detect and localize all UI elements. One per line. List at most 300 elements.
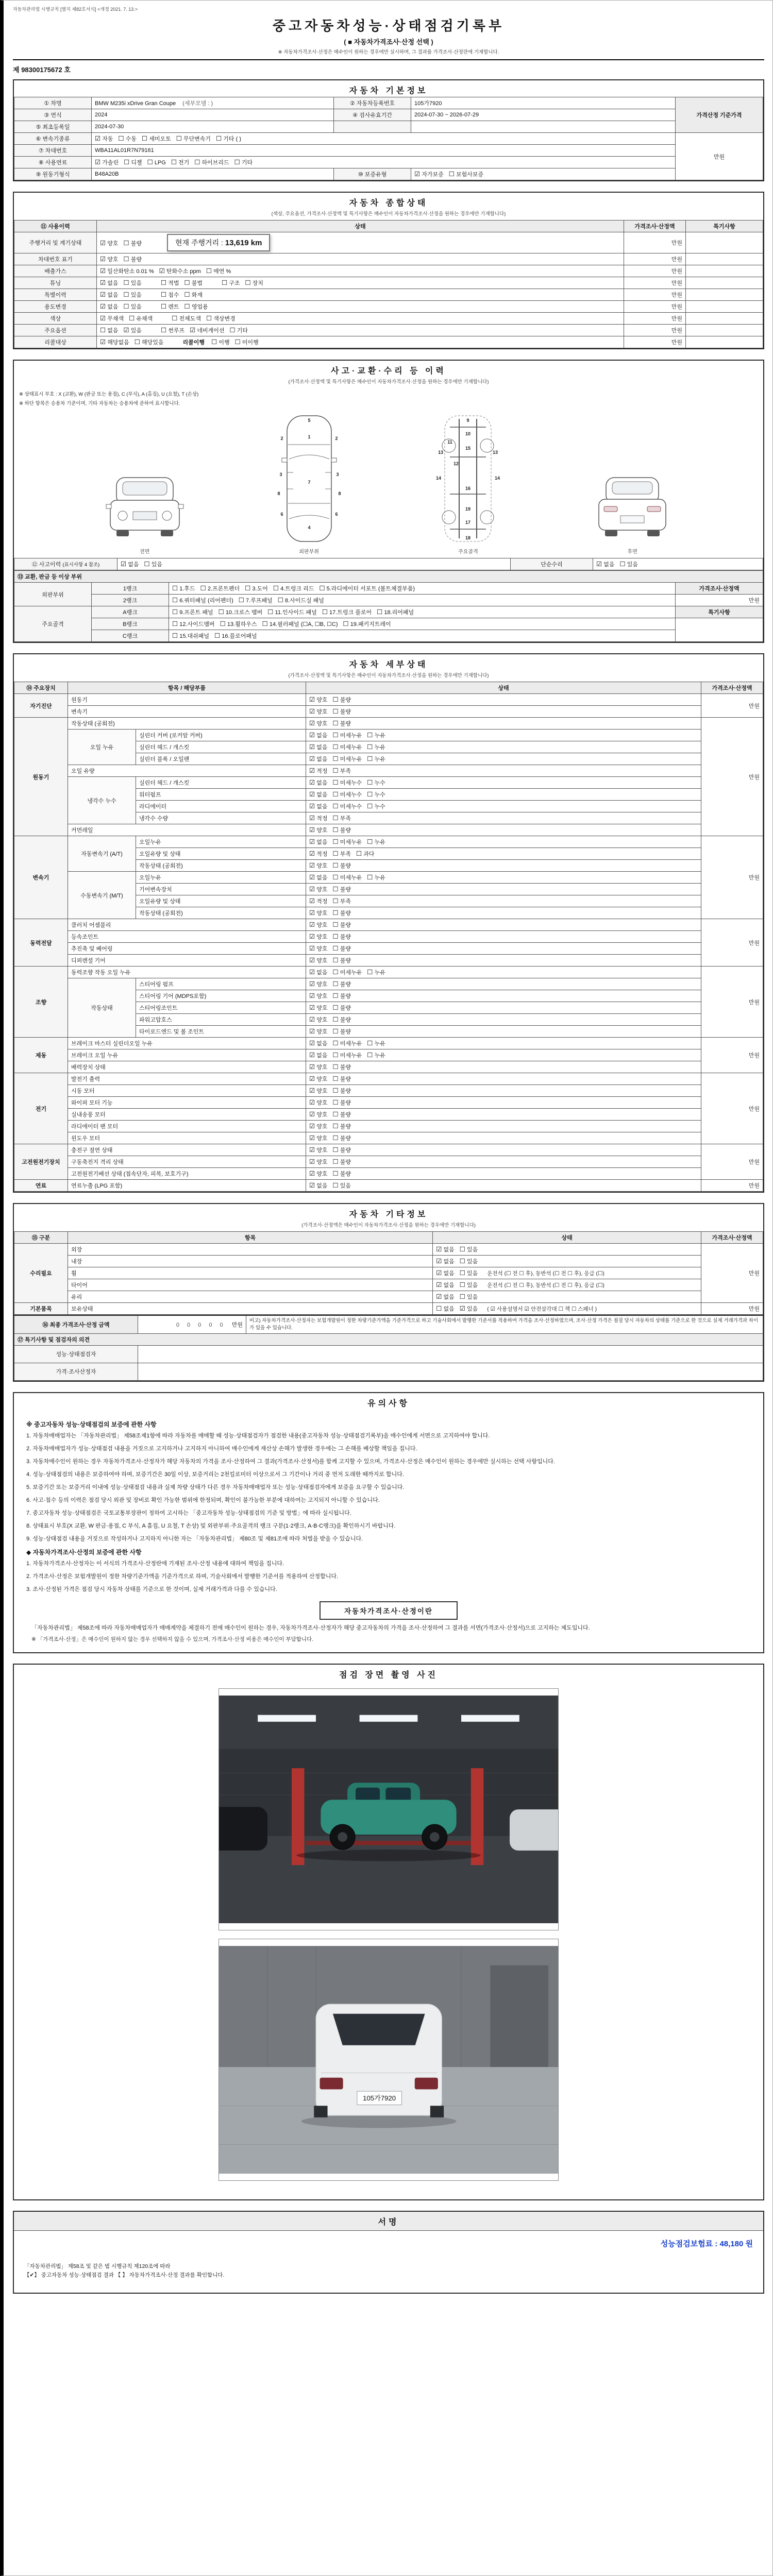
- checkbox-option[interactable]: ☐ 불량: [332, 945, 351, 952]
- inspection-photo-1: [219, 1688, 559, 1930]
- definition-block: [26, 1601, 751, 1644]
- checkbox-option[interactable]: ☐ 18.리어패널: [377, 608, 414, 616]
- checkbox-option[interactable]: ☐ 매연 %: [206, 267, 231, 275]
- signature-statement-2: 【✔】 중고자동차 성능·상태점검 결과 【 】 자동차가격조사·산정 결과를 확인합니다.: [24, 2272, 225, 2278]
- checkbox-option[interactable]: ☐ 누유: [367, 755, 385, 762]
- checkbox-option[interactable]: ☑ 없음: [436, 1281, 455, 1289]
- checkbox-option[interactable]: ☐ 색상변경: [206, 315, 236, 322]
- notice-item: 2. 가격조사·산정은 보험개발원이 정한 차량기준가액을 기준가격으로 하며, 기술사회에서 발행한 기준서를 적용하여 산정합니다.: [26, 1573, 339, 1580]
- checkbox-option[interactable]: ☐ 불량: [332, 957, 351, 964]
- checkbox-option[interactable]: ☑ 없음: [436, 1293, 455, 1300]
- checkbox-option[interactable]: ☐ 누수: [367, 803, 385, 810]
- note-cell: [686, 253, 763, 265]
- checkbox-option[interactable]: ☐ 부족: [332, 767, 351, 774]
- checkbox-option[interactable]: ☑ 양호: [309, 1063, 328, 1071]
- checkbox-option[interactable]: ☐ 수동: [118, 135, 137, 142]
- transmission-options: [92, 133, 676, 145]
- inspection-state: [306, 860, 701, 872]
- checkbox-option[interactable]: ☑ 양호: [309, 1146, 328, 1154]
- checkbox-option[interactable]: ☐ 불량: [332, 696, 351, 703]
- checkbox-option[interactable]: ☐ 1.후드: [172, 585, 195, 592]
- checkbox-option[interactable]: ☐ 미세누유: [332, 1052, 362, 1059]
- notice-item: 9. 성능·상태점검 내용을 거짓으로 작성하거나 고지하지 아니한 자는 「자동차관리법」 제80조 및 제81조에 따라 처벌을 받을 수 있습니다.: [26, 1535, 363, 1542]
- checkbox-option[interactable]: ☑ 없음: [121, 561, 139, 568]
- checkbox-option[interactable]: ☑ 없음: [309, 1040, 328, 1047]
- checkbox-option[interactable]: ☐ 19.패키지트레이: [343, 620, 391, 628]
- checkbox-option[interactable]: ☑ 자가보증: [414, 171, 444, 178]
- checkbox-option[interactable]: ☐ 불량: [332, 862, 351, 869]
- checkbox-option[interactable]: ☐ 유채색: [129, 315, 153, 322]
- diagram-caption: 외판부위: [299, 549, 319, 555]
- checkbox-option[interactable]: ☐ 세미오토: [141, 135, 171, 142]
- final-price-label: ⑯ 최종 가격조사·산정 금액: [14, 1315, 138, 1333]
- document-title: 중고자동차성능·상태점검기록부: [272, 18, 505, 33]
- inspection-item-label: 타이로드엔드 및 볼 조인트: [136, 1026, 306, 1038]
- checkbox-option[interactable]: ☐ LPG: [147, 159, 166, 166]
- checkbox-option[interactable]: ☑ 있음: [123, 327, 142, 334]
- checkbox-option[interactable]: ☐ 불량: [332, 1111, 351, 1118]
- checkbox-option[interactable]: ☐ 불량: [332, 1075, 351, 1082]
- price-cell: 만원: [701, 718, 763, 836]
- checkbox-option[interactable]: ☑ 양호: [309, 921, 328, 928]
- inspection-state: [306, 895, 701, 907]
- checkbox-option[interactable]: ☐ 불량: [332, 1170, 351, 1177]
- checkbox-option[interactable]: ☐ 미세누수: [332, 803, 362, 810]
- checkbox-option[interactable]: ☑ 양호: [309, 909, 328, 917]
- checkbox-option[interactable]: ☑ 양호: [309, 992, 328, 999]
- checkbox-option[interactable]: ☐ 미세누수: [332, 791, 362, 798]
- warranty-options: [411, 168, 676, 180]
- checkbox-option[interactable]: ☑ 양호: [309, 886, 328, 893]
- checkbox-option[interactable]: ☐ 불량: [332, 826, 351, 834]
- checkbox-option[interactable]: ☑ 양호: [309, 1016, 328, 1023]
- checkbox-option[interactable]: ☐ 16.플로어패널: [214, 632, 257, 639]
- inspection-item-label: 구동축전지 격리 상태: [68, 1156, 306, 1168]
- checkbox-option[interactable]: ☑ 없음: [100, 279, 119, 286]
- rank1-row: [14, 583, 763, 595]
- inspection-state: [306, 1049, 701, 1061]
- inspection-state: [433, 1256, 701, 1267]
- checkbox-option[interactable]: ☐ 7.루프패널: [238, 597, 273, 604]
- inspection-item-label: 외장: [68, 1244, 433, 1256]
- checkbox-option[interactable]: ☐ 전기: [171, 159, 190, 166]
- checkbox-option[interactable]: ☐ 불량: [332, 1134, 351, 1142]
- checkbox-option[interactable]: ☑ 없음: [309, 874, 328, 881]
- photos-body: [14, 1681, 763, 2199]
- device-row: [14, 1156, 763, 1168]
- checkbox-option[interactable]: ☑ 적정: [309, 815, 328, 822]
- checkbox-option[interactable]: ☑ 양호: [309, 1123, 328, 1130]
- checkbox-option[interactable]: ☐ 누유: [367, 838, 385, 845]
- checkbox-option[interactable]: ☑ 없음: [309, 743, 328, 751]
- checkbox-option[interactable]: ☑ 없음: [309, 755, 328, 762]
- inspection-state: [306, 1109, 701, 1121]
- checkbox-option[interactable]: ☑ 없음: [309, 969, 328, 976]
- checkbox-option[interactable]: ☐ 썬루프: [161, 327, 185, 334]
- checkbox-option[interactable]: ☐ 불량: [332, 1099, 351, 1106]
- checkbox-option[interactable]: ☑ 양호: [309, 1028, 328, 1035]
- section-title-accident: 사고·교환·수리 등 이력: [331, 367, 446, 376]
- checkbox-option[interactable]: ☐ 있음: [619, 561, 638, 568]
- checkbox-option[interactable]: ☐ 10.크로스 멤버: [218, 608, 263, 616]
- checkbox-option[interactable]: ☐ 9.프론트 패널: [172, 608, 213, 616]
- checkbox-option[interactable]: ☐ 13.휠하우스: [220, 620, 257, 628]
- checkbox-option[interactable]: ☑ 없음: [596, 561, 615, 568]
- checkbox-option[interactable]: ☐ 기타 ( ): [216, 135, 241, 142]
- checkbox-option[interactable]: ☑ 양호: [309, 957, 328, 964]
- checkbox-option[interactable]: ☐ 누유: [367, 743, 385, 751]
- inspection-state: [306, 955, 701, 967]
- checkbox-option[interactable]: ☐ 있음: [123, 279, 142, 286]
- checkbox-option[interactable]: ☐ 미세누유: [332, 874, 362, 881]
- checkbox-option[interactable]: ☑ 자동: [95, 135, 113, 142]
- document-number: [13, 64, 764, 74]
- price-cell: 만원: [624, 253, 686, 265]
- overall-row-emission: [14, 265, 763, 277]
- blank-label: [334, 121, 411, 133]
- checkbox-option[interactable]: ☐ 불량: [332, 1004, 351, 1011]
- device-row: [14, 1121, 763, 1132]
- checkbox-option[interactable]: ☑ 일산화탄소 0.01 %: [100, 267, 154, 275]
- checkbox-option[interactable]: ☐ 누수: [367, 779, 385, 786]
- checkbox-option[interactable]: ☐ 8.사이드실 패널: [277, 597, 324, 604]
- accident-history-label: [14, 558, 117, 570]
- checkbox-option[interactable]: ☐ 5.라디에이터 서포트 (볼트체결부품): [319, 585, 415, 592]
- signature-body: [14, 2231, 763, 2293]
- car-diagrams: [14, 406, 763, 558]
- checkbox-option[interactable]: ☐ 침수: [161, 291, 179, 298]
- definition-title: 자동차가격조사·산정이란: [320, 1601, 458, 1620]
- checkbox-option[interactable]: ☑ 해당없음: [100, 338, 129, 346]
- checkbox-option[interactable]: ☐ 14.필러패널 (☐A, ☐B, ☐C): [262, 620, 338, 628]
- diagram-number: 15: [465, 446, 471, 451]
- document-header: [13, 13, 764, 60]
- inspection-state: [306, 990, 701, 1002]
- checkbox-option[interactable]: ☐ 있음: [144, 561, 162, 568]
- checkbox-option[interactable]: ☑ 없음: [436, 1246, 455, 1253]
- checkbox-option[interactable]: ☐ 4.트렁크 리드: [273, 585, 314, 592]
- checkbox-option[interactable]: ☐ 디젤: [124, 159, 142, 166]
- checkbox-option[interactable]: ☐ 있음: [459, 1246, 478, 1253]
- col-note: 특기사항: [686, 221, 763, 232]
- checkbox-option[interactable]: ☐ 불량: [332, 1123, 351, 1130]
- col-price: 가격조사·산정액: [701, 1232, 763, 1244]
- inspection-state: [306, 718, 701, 730]
- diagram-number: 3: [279, 472, 282, 477]
- checkbox-option[interactable]: ☑ 양호: [309, 1099, 328, 1106]
- inspection-item-label: 라디에이터 팬 모터: [68, 1121, 306, 1132]
- checkbox-option[interactable]: ☐ 기타: [229, 327, 248, 334]
- checkbox-option[interactable]: ☑ 양호: [309, 1134, 328, 1142]
- checkbox-option[interactable]: ☐ 불량: [332, 921, 351, 928]
- checkbox-option[interactable]: ☐ 불량: [332, 720, 351, 727]
- main-frame-label: 주요골격: [14, 606, 92, 642]
- checkbox-option[interactable]: ☑ 양호: [309, 933, 328, 940]
- checkbox-option[interactable]: ☑ 없음: [100, 303, 119, 310]
- checkbox-option[interactable]: ☐ 미세누유: [332, 743, 362, 751]
- checkbox-option[interactable]: ☑ 없음: [309, 779, 328, 786]
- checkbox-option[interactable]: ☐ 이행: [211, 338, 230, 346]
- year-value: 2024: [92, 109, 334, 121]
- inspection-item-label: 실린더 커버 (로커암 커버): [136, 730, 306, 741]
- diagram-number: 7: [308, 480, 311, 485]
- checkbox-option[interactable]: ☐ 미세누유: [332, 755, 362, 762]
- checkbox-option[interactable]: ☐ 누유: [367, 1040, 385, 1047]
- checkbox-option[interactable]: ☐ 미이행: [234, 338, 259, 346]
- checkbox-option[interactable]: ☐ 하이브리드: [194, 159, 229, 166]
- checkbox-option[interactable]: ☑ 양호: [100, 256, 119, 263]
- checkbox-option[interactable]: ☐ 부족: [332, 815, 351, 822]
- checkbox-option[interactable]: ☑ 무채색: [100, 315, 124, 322]
- checkbox-option[interactable]: ☐ 전체도색: [172, 315, 201, 322]
- checkbox-option[interactable]: ☐ 불량: [332, 1146, 351, 1154]
- checkbox-option[interactable]: ☐ 화재: [184, 291, 203, 298]
- opinion-header-row: [14, 1333, 763, 1345]
- checkbox-option[interactable]: ☐ 렌트: [161, 303, 179, 310]
- checkbox-option[interactable]: ☐ 있음: [123, 303, 142, 310]
- device-group-label: 기본품목: [14, 1303, 68, 1315]
- device-row: [14, 1073, 763, 1085]
- f uel-options: [92, 157, 676, 168]
- inspection-item-label: 윈도우 모터: [68, 1132, 306, 1144]
- checkbox-option[interactable]: ☐ 12.사이드멤버: [172, 620, 215, 628]
- etc-note: (가격조사·산정액은 매수인이 자동차가격조사·산정을 원하는 경우에만 기재합니다): [301, 1223, 476, 1228]
- checkbox-option[interactable]: ☐ 구조: [222, 279, 240, 286]
- accident-note: (가격조사·산정액 및 특기사항은 매수인이 자동차가격조사·산정을 원하는 경우에만 기재합니다): [288, 379, 489, 385]
- checkbox-option[interactable]: ☐ 없음: [100, 327, 119, 334]
- inspection-state: [306, 884, 701, 895]
- device-group-label: 조향: [14, 967, 68, 1038]
- mileage-state: [97, 232, 624, 253]
- price-survey-select-label: ( ■ 자동차가격조사·산정 선택 ): [344, 38, 433, 46]
- price-cell: 만원: [701, 1303, 763, 1315]
- device-group-label: 동력전달: [14, 919, 68, 967]
- overall-row-tuning: [14, 277, 763, 289]
- inspection-item-label: 실린더 블록 / 오일팬: [136, 753, 306, 765]
- checkbox-option[interactable]: ☑ 양호: [309, 826, 328, 834]
- checkbox-option[interactable]: ☑ 없음: [309, 732, 328, 739]
- inspection-item-label: 등속조인트: [68, 931, 306, 943]
- checkbox-option[interactable]: ☐ 미세누유: [332, 838, 362, 845]
- checkbox-option[interactable]: ☐ 미세누유: [332, 732, 362, 739]
- checkbox-option[interactable]: ☑ 적정: [309, 767, 328, 774]
- device-row: [14, 718, 763, 730]
- checkbox-option[interactable]: ☑ 양호: [100, 240, 119, 247]
- inspection-item-label: 시동 모터: [68, 1085, 306, 1097]
- inspection-state: [306, 694, 701, 706]
- checkbox-option[interactable]: ☐ 누유: [367, 969, 385, 976]
- price-cell: 만원: [624, 232, 686, 253]
- checkbox-option[interactable]: ☐ 있음: [459, 1281, 478, 1289]
- checkbox-option[interactable]: ☐ 불량: [332, 992, 351, 999]
- checkbox-option[interactable]: ☑ 네비게이션: [190, 327, 225, 334]
- checkbox-option[interactable]: ☐ 불량: [332, 1063, 351, 1071]
- checkbox-option[interactable]: ☐ 미세누수: [332, 779, 362, 786]
- diagram-caption: 전면: [140, 549, 150, 555]
- checkbox-option[interactable]: ☐ 있음: [459, 1269, 478, 1277]
- checkbox-option[interactable]: ☐ 있음: [123, 291, 142, 298]
- checkbox-option[interactable]: ☑ 양호: [309, 708, 328, 715]
- device-subgroup-label: 자동변속기 (A/T): [68, 836, 136, 872]
- photo-license-plate: 105가7920: [363, 2094, 396, 2102]
- device-row: [14, 836, 763, 848]
- checkbox-option[interactable]: ☐ 불량: [123, 240, 142, 247]
- inspection-item-label: 브레이크 마스터 실린더오일 누유: [68, 1038, 306, 1049]
- checkbox-option[interactable]: ☑ 양호: [309, 1158, 328, 1165]
- checkbox-option[interactable]: ☑ 없음: [309, 1182, 328, 1189]
- note-cell: [686, 313, 763, 325]
- diagram-number: 5: [308, 418, 311, 423]
- checkbox-option[interactable]: ☑ 양호: [309, 720, 328, 727]
- checkbox-option[interactable]: ☑ 없음: [309, 838, 328, 845]
- checkbox-option[interactable]: ☑ 없음: [309, 803, 328, 810]
- inspection-state: [433, 1244, 701, 1256]
- blank-value: [411, 121, 676, 133]
- checkbox-option[interactable]: ☐ 무단변속기: [176, 135, 211, 142]
- checkbox-option[interactable]: ☑ 양호: [309, 1004, 328, 1011]
- diagram-number: 11: [447, 439, 453, 445]
- checkbox-option[interactable]: ☐ 2.프론트펜더: [200, 585, 240, 592]
- note-cell: [686, 325, 763, 336]
- checkbox-option[interactable]: ☐ 해당있음: [134, 338, 164, 346]
- checkbox-option[interactable]: ☐ 3.도어: [245, 585, 268, 592]
- base-price-value: [676, 133, 763, 180]
- checkbox-option[interactable]: ☐ 불량: [332, 933, 351, 940]
- col-state: 상태: [97, 221, 624, 232]
- checkbox-option[interactable]: ☐ 6.쿼터패널 (리어펜더): [172, 597, 233, 604]
- checkbox-option[interactable]: ☐ 불량: [332, 1028, 351, 1035]
- col-history: ⑪ 사용이력: [14, 221, 97, 232]
- checkbox-option[interactable]: ☐ 불량: [332, 708, 351, 715]
- checkbox-option[interactable]: ☑ 없음: [100, 291, 119, 298]
- color-label: 색상: [14, 313, 97, 325]
- checkbox-option[interactable]: ☑ 없음: [436, 1258, 455, 1265]
- price-cell: 만원: [701, 1180, 763, 1192]
- checkbox-option[interactable]: ☑ 양호: [309, 696, 328, 703]
- inspection-item-label: 변속기: [68, 706, 306, 718]
- checkbox-option[interactable]: ☑ 양호: [309, 862, 328, 869]
- checkbox-option[interactable]: ☐ 누유: [367, 874, 385, 881]
- checkbox-option[interactable]: ☐ 과다: [356, 850, 375, 857]
- price-cell: 만원: [701, 1038, 763, 1073]
- checkbox-option[interactable]: ☐ 불량: [332, 1158, 351, 1165]
- table-header-row: [14, 221, 763, 232]
- inspection-state: [433, 1303, 701, 1315]
- checkbox-option[interactable]: ☐ 11.인사이드 패널: [267, 608, 317, 616]
- checkbox-option[interactable]: ☐ 미세누유: [332, 1040, 362, 1047]
- device-subgroup-label: 작동상태: [68, 978, 136, 1038]
- checkbox-option[interactable]: ☑ 없음: [309, 1052, 328, 1059]
- diagram-number: 8: [338, 491, 341, 496]
- rankB-options: [169, 618, 676, 630]
- car-body-top-icon: [271, 412, 348, 546]
- table-row: [14, 157, 763, 168]
- inspection-state: [306, 1026, 701, 1038]
- device-row: [14, 1168, 763, 1180]
- checkbox-option[interactable]: ☐ 있음: [459, 1293, 478, 1300]
- device-row: [14, 1244, 763, 1256]
- checkbox-option[interactable]: ☑ 양호: [309, 980, 328, 988]
- car-front-icon: [101, 468, 189, 546]
- state-extra: 운전석 (☐ 전 ☐ 후), 동반석 (☐ 전 ☐ 후), 응급 (☐): [487, 1270, 604, 1277]
- vin-mark-state: [97, 253, 624, 265]
- checkbox-option[interactable]: ☐ 불량: [332, 886, 351, 893]
- inspection-item-label: 내장: [68, 1256, 433, 1267]
- checkbox-option[interactable]: ☐ 기타: [234, 159, 253, 166]
- final-price-unit: 만원: [231, 1321, 243, 1328]
- checkbox-option[interactable]: ☐ 누수: [367, 791, 385, 798]
- checkbox-option[interactable]: ☐ 불량: [332, 980, 351, 988]
- device-row: [14, 706, 763, 718]
- main-options-state: [97, 325, 624, 336]
- final-price-basis-text: 비고) 자동차가격조사·산정자는 보험개발원이 정한 차량기준가액을 기준가격으로 하고 기술사회에서 발행한 기준서를 적용하여 가격을 조사·산정하였으며, 조사·산정 가격은 점검 당시 자동차의 상태를 기준으로 한 것으로 실제 거래가격과 차이가 있을 수 있습니다.: [249, 1318, 759, 1331]
- tuning-label: 튜닝: [14, 277, 97, 289]
- checkbox-option[interactable]: ☑ 양호: [309, 1111, 328, 1118]
- checkbox-option[interactable]: ☑ 양호: [309, 1087, 328, 1094]
- checkbox-option[interactable]: ☐ 부족: [332, 897, 351, 905]
- checkbox-option[interactable]: ☐ 불량: [123, 256, 142, 263]
- checkbox-option[interactable]: ☑ 없음: [436, 1269, 455, 1277]
- checkbox-option[interactable]: ☐ 영업용: [184, 303, 208, 310]
- checkbox-option[interactable]: ☐ 불법: [184, 279, 203, 286]
- checkbox-option[interactable]: ☑ 양호: [309, 1075, 328, 1082]
- checkbox-option[interactable]: ☑ 없음: [309, 791, 328, 798]
- checkbox-option[interactable]: ☑ 양호: [309, 945, 328, 952]
- price-cell: 만원: [701, 1244, 763, 1303]
- checkbox-option[interactable]: ☐ 있음: [459, 1258, 478, 1265]
- checkbox-option[interactable]: ☐ 누유: [367, 1052, 385, 1059]
- checkbox-option[interactable]: ☑ 적정: [309, 850, 328, 857]
- checkbox-option[interactable]: ☐ 불량: [332, 909, 351, 917]
- checkbox-option[interactable]: ☐ 보험사보증: [448, 171, 484, 178]
- checkbox-option[interactable]: ☐ 장치: [245, 279, 264, 286]
- checkbox-option[interactable]: ☐ 불량: [332, 1087, 351, 1094]
- overall-row-special-history: [14, 289, 763, 301]
- car-frame-diagram: [429, 412, 507, 555]
- col-item: 항목: [68, 1232, 433, 1244]
- device-group-label: 고전원전기장치: [14, 1144, 68, 1180]
- checkbox-option[interactable]: ☐ 부족: [332, 850, 351, 857]
- device-row: [14, 1109, 763, 1121]
- checkbox-option[interactable]: ☐ 불량: [332, 1016, 351, 1023]
- checkbox-option[interactable]: ☑ 양호: [309, 1170, 328, 1177]
- state-extra: 운전석 (☐ 전 ☐ 후), 동반석 (☐ 전 ☐ 후), 응급 (☐): [487, 1282, 604, 1289]
- checkbox-option[interactable]: ☐ 적법: [161, 279, 179, 286]
- device-row: [14, 1256, 763, 1267]
- inspection-state: [306, 1156, 701, 1168]
- checkbox-option[interactable]: ☐ 17.트렁크 플로어: [322, 608, 372, 616]
- price-cell: 만원: [624, 325, 686, 336]
- inspection-item-label: 라디에이터: [136, 801, 306, 812]
- checkbox-option[interactable]: ☐ 없음: [436, 1305, 455, 1312]
- rank1-options: [169, 583, 676, 595]
- checkbox-option[interactable]: ☐ 누유: [367, 732, 385, 739]
- checkbox-option[interactable]: ☑ 가솔린: [95, 159, 119, 166]
- inspection-state: [306, 1121, 701, 1132]
- section-title-basic: 자동차 기본정보: [349, 87, 428, 95]
- checkbox-option[interactable]: ☑ 있음: [459, 1305, 478, 1312]
- checkbox-option[interactable]: ☑ 적정: [309, 897, 328, 905]
- checkbox-option[interactable]: ☑ 탄화수소 ppm: [159, 267, 201, 275]
- checkbox-option[interactable]: ☐ 있음: [332, 1182, 351, 1189]
- overall-row-recall: [14, 336, 763, 348]
- diagram-number: 6: [280, 512, 283, 517]
- recall-label: 리콜대상: [14, 336, 97, 348]
- diagram-number: 10: [465, 431, 471, 436]
- checkbox-option[interactable]: ☐ 15.대쉬패널: [172, 632, 210, 639]
- checkbox-option[interactable]: ☐ 미세누유: [332, 969, 362, 976]
- inspection-state: [306, 967, 701, 978]
